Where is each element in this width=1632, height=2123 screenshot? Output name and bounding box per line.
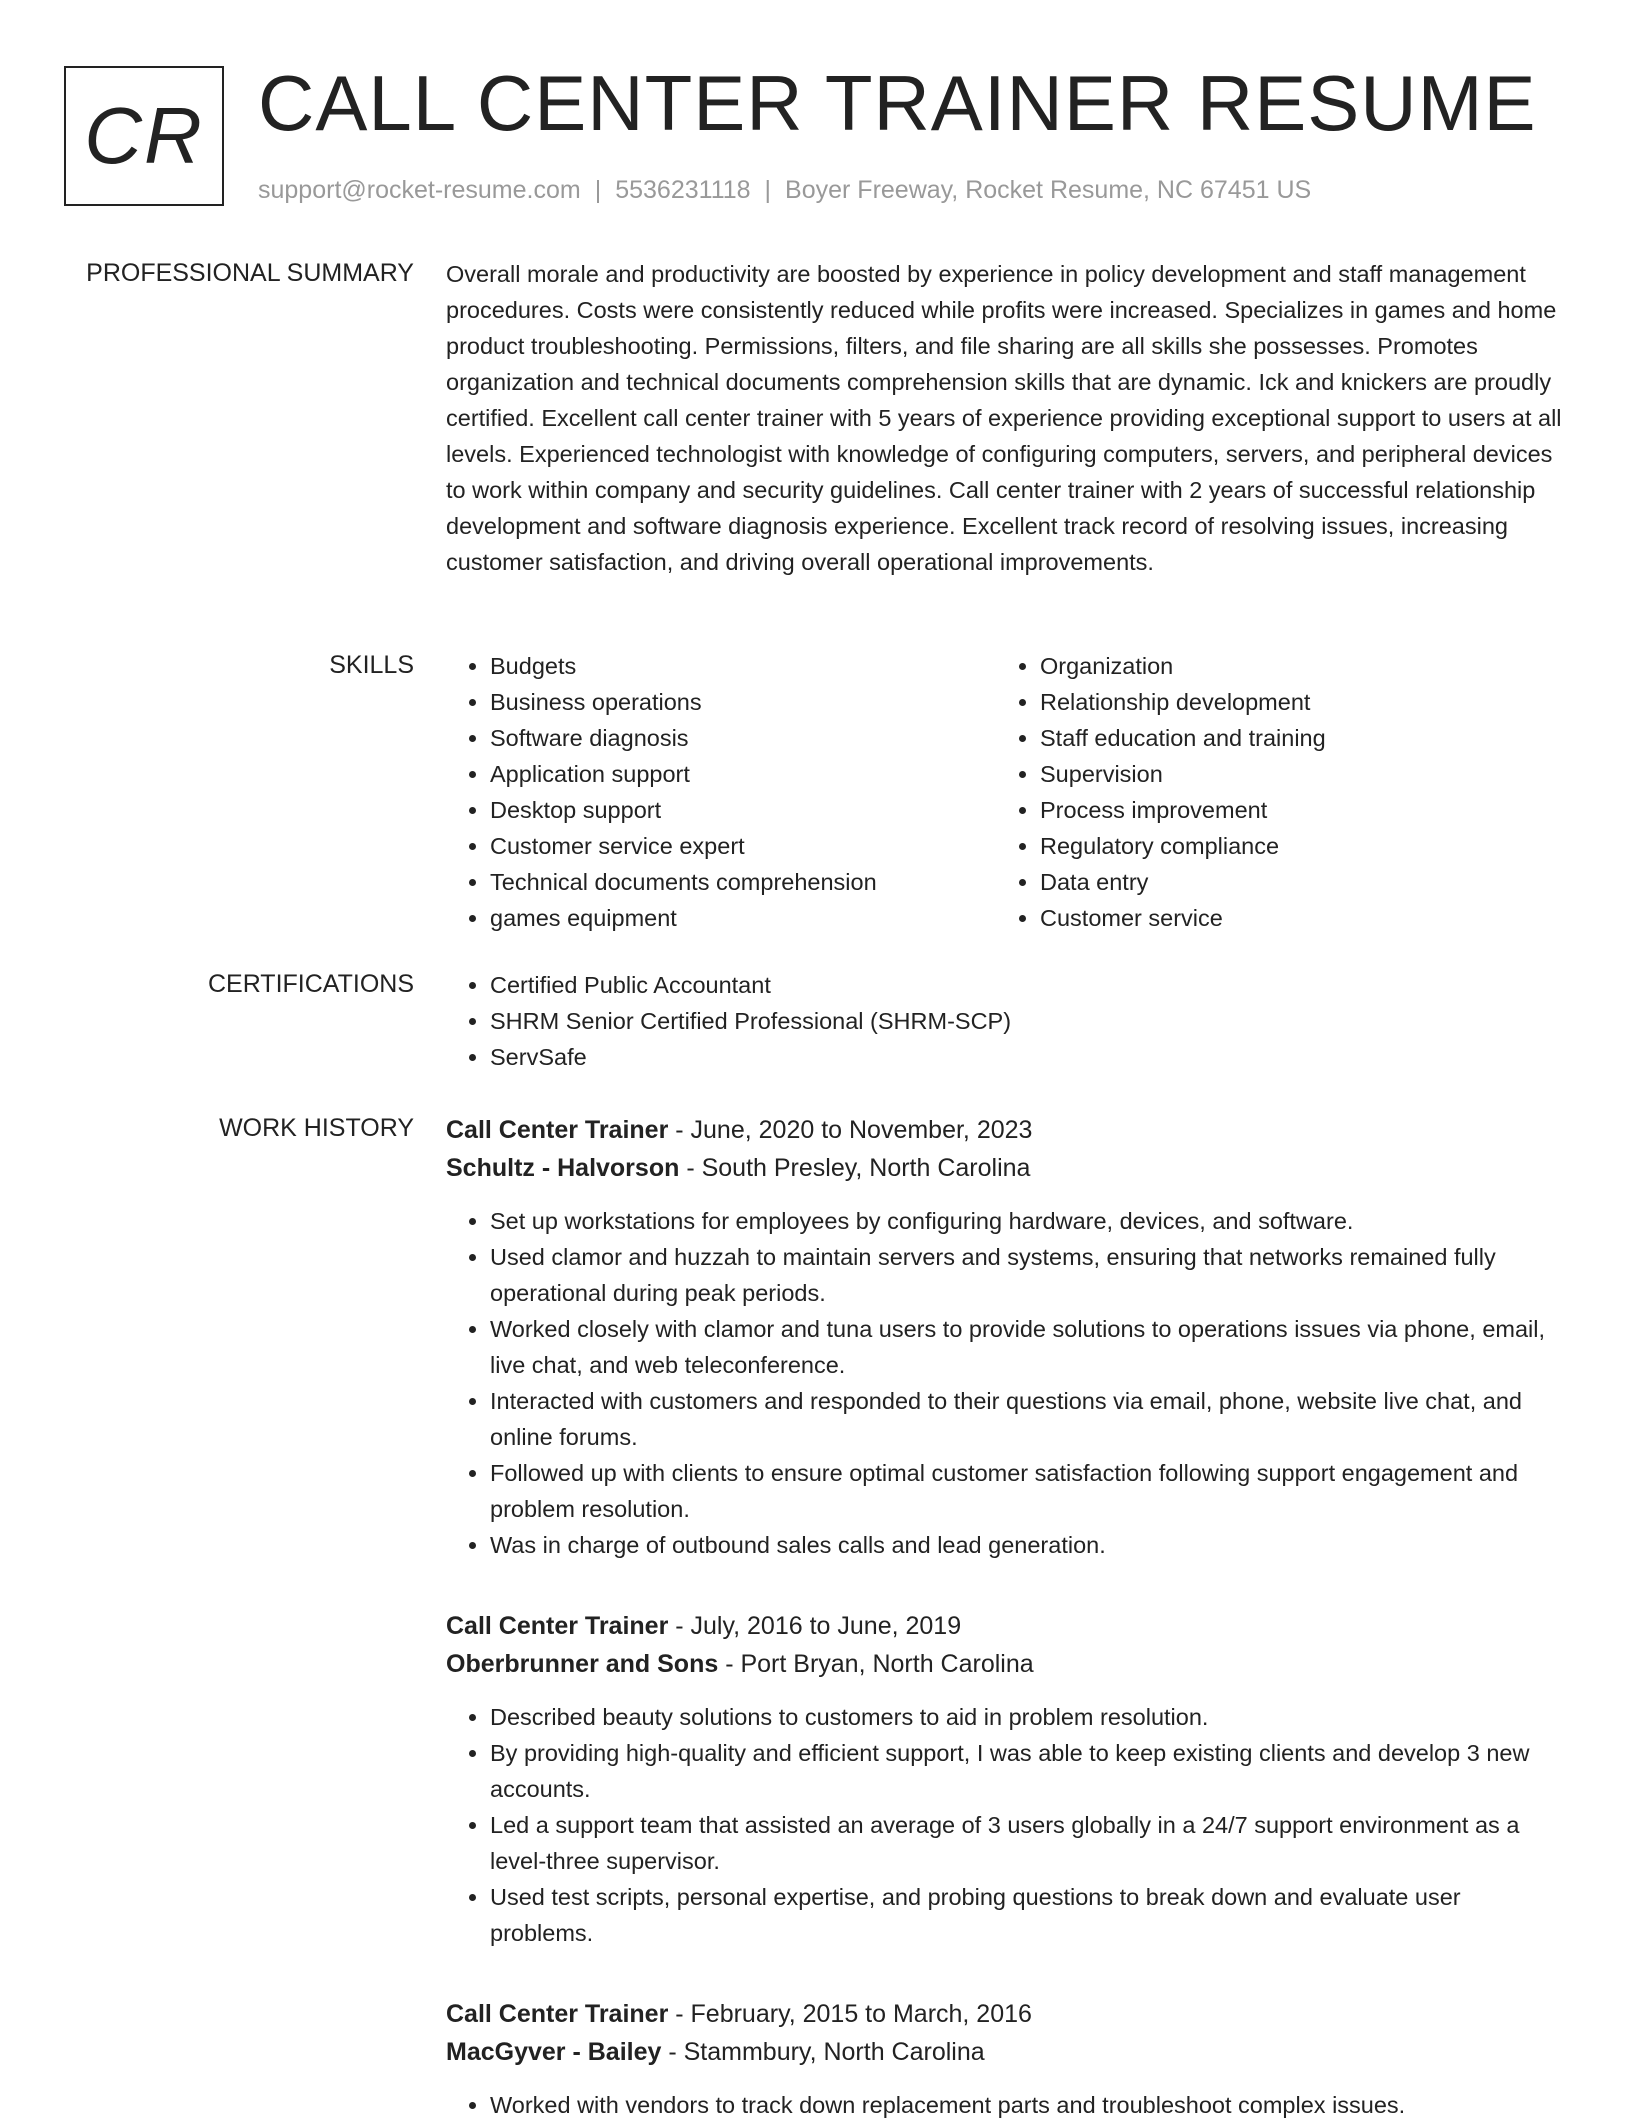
work-history-heading: WORK HISTORY [219, 1114, 414, 1142]
job-dates: - June, 2020 to November, 2023 [668, 1116, 1033, 1144]
skill-item: • Relationship development [1040, 684, 1546, 720]
skill-item: • Supervision [1040, 756, 1546, 792]
skill-item: • Customer service [1040, 900, 1546, 936]
job-bullet: • Worked closely with clamor and tuna users to provide solutions to operations issues via phone, email, live chat, and web teleconference. [490, 1311, 1566, 1383]
job-title: Call Center Trainer [446, 2000, 669, 2028]
job-bullet: • Described beauty solutions to customers to aid in problem resolution. [490, 1699, 1566, 1735]
job-bullet: • Led a support team that assisted an average of 3 users globally in a 24/7 support environment as a level-three supervisor. [490, 1807, 1566, 1879]
job-bullet: • Set up workstations for employees by configuring hardware, devices, and software. [490, 1203, 1566, 1239]
job-bullets [446, 1203, 1566, 1563]
job-location: - Port Bryan, North Carolina [718, 1650, 1034, 1678]
summary-heading: PROFESSIONAL SUMMARY [86, 259, 414, 287]
contact-phone[interactable]: 5536231118 [615, 176, 751, 204]
job-bullet: • Used clamor and huzzah to maintain servers and systems, ensuring that networks remained fully operational during peak periods. [490, 1239, 1566, 1311]
job-bullet: • Interacted with customers and responded to their questions via email, phone, website live chat, and online forums. [490, 1383, 1566, 1455]
job-title: Call Center Trainer [446, 1612, 669, 1640]
skills-body [446, 648, 1566, 936]
job-title-line [446, 1995, 1566, 2033]
skill-item: • Organization [1040, 648, 1546, 684]
job-bullet: • Worked with vendors to track down replacement parts and troubleshoot complex issues. [490, 2087, 1566, 2123]
job-bullet: • Followed up with clients to ensure optimal customer satisfaction following support engagement and problem resolution. [490, 1455, 1566, 1527]
resume-title: CALL CENTER TRAINER RESUME [258, 59, 1537, 147]
skill-item: • Data entry [1040, 864, 1546, 900]
job-company: Oberbrunner and Sons [446, 1650, 719, 1678]
job-title-line [446, 1111, 1566, 1149]
skill-item: • Staff education and training [1040, 720, 1546, 756]
certifications-heading: CERTIFICATIONS [207, 970, 414, 998]
skill-item: • Business operations [490, 684, 996, 720]
summary-text: Overall morale and productivity are boosted by experience in policy development and staff management procedures. Costs were consistently reduced while profits were increased. Specializes in games and home product troubleshooting. Permissions, filters, and file sharing are all skills she possesses. Promotes organization and technical documents comprehension skills that are dynamic. Ick and knickers are proudly certified. Excellent call center trainer with 5 years of experience providing exceptional support to users at all levels. Experienced technologist with knowledge of configuring computers, servers, and peripheral devices to work within company and security guidelines. Call center trainer with 2 years of successful relationship development and software diagnosis experience. Excellent track record of resolving issues, increasing customer satisfaction, and driving overall operational improvements. [446, 261, 1562, 575]
skill-item: • Process improvement [1040, 792, 1546, 828]
contact-separator: | [764, 176, 772, 204]
job-title-line [446, 1607, 1566, 1645]
contact-line [258, 174, 1311, 206]
skills-list-right [996, 648, 1546, 936]
contact-email[interactable]: support@rocket-resume.com [258, 176, 581, 204]
job-bullet: • Used test scripts, personal expertise, and probing questions to break down and evaluate user problems. [490, 1879, 1566, 1951]
skill-item: • Regulatory compliance [1040, 828, 1546, 864]
skill-item: • Budgets [490, 648, 996, 684]
certifications-body [446, 967, 1566, 1075]
certification-item: • Certified Public Accountant [490, 967, 1566, 1003]
job-bullet: • Was in charge of outbound sales calls and lead generation. [490, 1527, 1566, 1563]
certification-item: • SHRM Senior Certified Professional (SHRM-SCP) [490, 1003, 1566, 1039]
job-location: - South Presley, North Carolina [679, 1154, 1031, 1182]
contact-address: Boyer Freeway, Rocket Resume, NC 67451 US [785, 176, 1312, 204]
work-history-body [446, 1111, 1566, 2123]
skill-item: • Technical documents comprehension [490, 864, 996, 900]
job-bullet: • By providing high-quality and efficient support, I was able to keep existing clients and develop 3 new accounts. [490, 1735, 1566, 1807]
job-company-line [446, 1149, 1566, 1187]
job-entry [446, 1607, 1566, 1951]
job-entry [446, 1995, 1566, 2123]
skill-item: • games equipment [490, 900, 996, 936]
job-company-line [446, 2033, 1566, 2071]
job-location: - Stammbury, North Carolina [661, 2038, 985, 2066]
job-company: MacGyver - Bailey [446, 2038, 662, 2066]
job-bullets [446, 1699, 1566, 1951]
certifications-list [446, 967, 1566, 1075]
skills-heading: SKILLS [329, 651, 414, 679]
skills-list-left [446, 648, 996, 936]
job-company-line [446, 1645, 1566, 1683]
skill-item: • Customer service expert [490, 828, 996, 864]
job-dates: - February, 2015 to March, 2016 [668, 2000, 1032, 2028]
monogram-box [64, 66, 224, 206]
skill-item: • Desktop support [490, 792, 996, 828]
job-company: Schultz - Halvorson [446, 1154, 680, 1182]
certification-item: • ServSafe [490, 1039, 1566, 1075]
job-entry [446, 1111, 1566, 1563]
monogram-initials: CR [84, 91, 204, 180]
skill-item: • Application support [490, 756, 996, 792]
job-bullets [446, 2087, 1566, 2123]
skill-item: • Software diagnosis [490, 720, 996, 756]
job-title: Call Center Trainer [446, 1116, 669, 1144]
contact-separator: | [594, 176, 602, 204]
job-dates: - July, 2016 to June, 2019 [668, 1612, 962, 1640]
